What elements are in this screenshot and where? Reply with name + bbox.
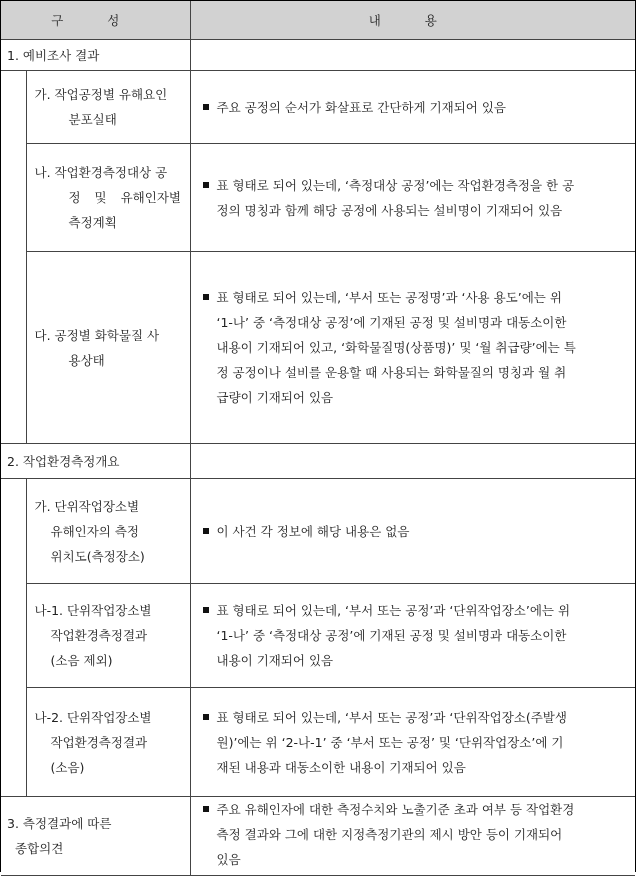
section-title: 1. 예비조사 결과	[1, 40, 190, 71]
table-row	[1, 144, 635, 252]
table-row	[1, 479, 635, 584]
square-bullet-icon	[203, 528, 209, 534]
section-empty-cell	[190, 444, 635, 479]
header-contents: 내 용	[190, 1, 635, 40]
item-content: 표 형태로 되어 있는데, ‘측정대상 공정’에는 작업환경측정을 한 공 정의 명칭과 함께 해당 공정에 사용되는 설비명이 기재되어 있음	[190, 144, 635, 252]
table-row	[1, 688, 635, 797]
item-label: 나. 작업환경측정대상 공 정 및 유해인자별 측정계획	[26, 144, 190, 252]
item-label: 나-2. 단위작업장소별 작업환경측정결과 (소음)	[26, 688, 190, 797]
item-label: 가. 단위작업장소별 유해인자의 측정 위치도(측정장소)	[26, 479, 190, 584]
composition-table	[1, 1, 635, 876]
table-row	[1, 797, 635, 876]
item-content: 표 형태로 되어 있는데, ‘부서 또는 공정명’과 ‘사용 용도’에는 위 ‘1-나’ 중 ‘측정대상 공정’에 기재된 공정 및 설비명과 대동소이한 내용이 기재되어 있고, ‘화학물질명(상품명)’ 및 ‘월 취급량’에는 특 정 공정이나 설비를 운용할 때 사용되는 화학물질의 명칭과 월 취 급량이 기재되어 있음	[190, 252, 635, 444]
item-content: 주요 공정의 순서가 화살표로 간단하게 기재되어 있음	[190, 71, 635, 144]
table-row	[1, 252, 635, 444]
section-row	[1, 444, 635, 479]
item-label: 다. 공정별 화학물질 사 용상태	[26, 252, 190, 444]
item-content: 주요 유해인자에 대한 측정수치와 노출기준 초과 여부 등 작업환경 측정 결과와 그에 대한 지정측정기관의 제시 방안 등이 기재되어 있음	[190, 797, 635, 876]
item-label: 가. 작업공정별 유해요인 분포실태	[26, 71, 190, 144]
item-label: 나-1. 단위작업장소별 작업환경측정결과 (소음 제외)	[26, 584, 190, 688]
square-bullet-icon	[203, 714, 209, 720]
section-empty-cell	[190, 40, 635, 71]
square-bullet-icon	[203, 294, 209, 300]
table-row	[1, 584, 635, 688]
table-row	[1, 71, 635, 144]
header-composition: 구 성	[1, 1, 190, 40]
item-content: 표 형태로 되어 있는데, ‘부서 또는 공정’과 ‘단위작업장소’에는 위 ‘1-나’ 중 ‘측정대상 공정’에 기재된 공정 및 설비명과 대동소이한 내용이 기재되어 있음	[190, 584, 635, 688]
square-bullet-icon	[203, 607, 209, 613]
square-bullet-icon	[203, 104, 209, 110]
section-title: 3. 측정결과에 따른 종합의견	[1, 797, 190, 876]
table-header-row	[1, 1, 635, 40]
section-title: 2. 작업환경측정개요	[1, 444, 190, 479]
section-row	[1, 40, 635, 71]
square-bullet-icon	[203, 182, 209, 188]
square-bullet-icon	[203, 806, 209, 812]
item-content: 표 형태로 되어 있는데, ‘부서 또는 공정’과 ‘단위작업장소(주발생 원)’에는 위 ‘2-나-1’ 중 ‘부서 또는 공정’ 및 ‘단위작업장소’에 기 재된 내용과 대동소이한 내용이 기재되어 있음	[190, 688, 635, 797]
indent-cell	[1, 71, 26, 444]
indent-cell	[1, 479, 26, 797]
item-content: 이 사건 각 정보에 해당 내용은 없음	[190, 479, 635, 584]
